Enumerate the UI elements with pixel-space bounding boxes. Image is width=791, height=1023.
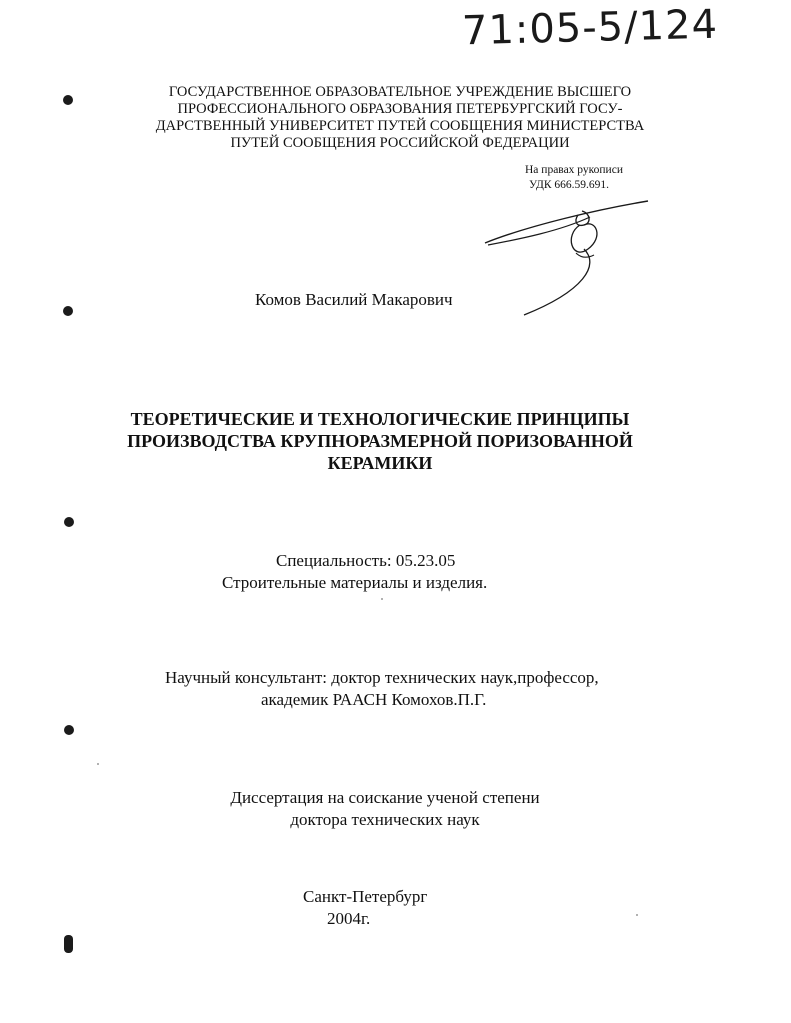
degree-line: доктора технических наук — [290, 810, 480, 829]
udk-code: УДК 666.59.691. — [529, 179, 609, 191]
year: 2004г. — [327, 909, 371, 928]
consultant-line: Научный консультант: доктор технических наук,профессор, — [165, 668, 599, 687]
title-line: ПРОИЗВОДСТВА КРУПНОРАЗМЕРНОЙ ПОРИЗОВАННОЙ — [127, 431, 633, 451]
specialty-code: Специальность: 05.23.05 — [276, 551, 456, 570]
specialty-block — [222, 550, 487, 594]
punch-hole-5 — [64, 935, 73, 953]
scan-speck — [636, 914, 638, 916]
archive-number-handwritten: 71:05-5/124 — [461, 1, 719, 55]
institution-line: ГОСУДАРСТВЕННОЕ ОБРАЗОВАТЕЛЬНОЕ УЧРЕЖДЕНИЕ ВЫСШЕГО — [168, 84, 632, 100]
institution-line: ПУТЕЙ СООБЩЕНИЯ РОССИЙСКОЙ ФЕДЕРАЦИИ — [230, 135, 570, 151]
punch-hole-1 — [63, 95, 73, 105]
title-line: КЕРАМИКИ — [327, 453, 433, 473]
degree-line: Диссертация на соискание ученой степени — [230, 788, 540, 807]
punch-hole-3 — [64, 517, 74, 527]
place-and-year — [303, 886, 427, 930]
institution-header — [150, 84, 650, 152]
punch-hole-2 — [63, 306, 73, 316]
title-line: ТЕОРЕТИЧЕСКИЕ И ТЕХНОЛОГИЧЕСКИЕ ПРИНЦИПЫ — [130, 409, 630, 429]
scan-speck — [381, 598, 383, 600]
degree-statement — [200, 787, 570, 831]
institution-line: ДАРСТВЕННЫЙ УНИВЕРСИТЕТ ПУТЕЙ СООБЩЕНИЯ МИНИСТЕРСТВА — [155, 118, 645, 134]
scan-speck — [97, 763, 99, 765]
institution-line: ПРОФЕССИОНАЛЬНОГО ОБРАЗОВАНИЯ ПЕТЕРБУРГСКИЙ ГОСУ- — [177, 101, 623, 117]
scientific-consultant-block — [165, 667, 599, 711]
punch-hole-4 — [64, 725, 74, 735]
specialty-name: Строительные материалы и изделия. — [222, 573, 488, 592]
author-signature — [480, 195, 655, 320]
author-name: Комов Василий Макарович — [255, 290, 453, 309]
dissertation-title — [90, 408, 670, 474]
manuscript-rights-label: На правах рукописи — [525, 164, 623, 176]
consultant-line: академик РААСН Комохов.П.Г. — [261, 690, 487, 709]
city: Санкт-Петербург — [303, 887, 428, 906]
manuscript-rights-block — [525, 163, 623, 193]
